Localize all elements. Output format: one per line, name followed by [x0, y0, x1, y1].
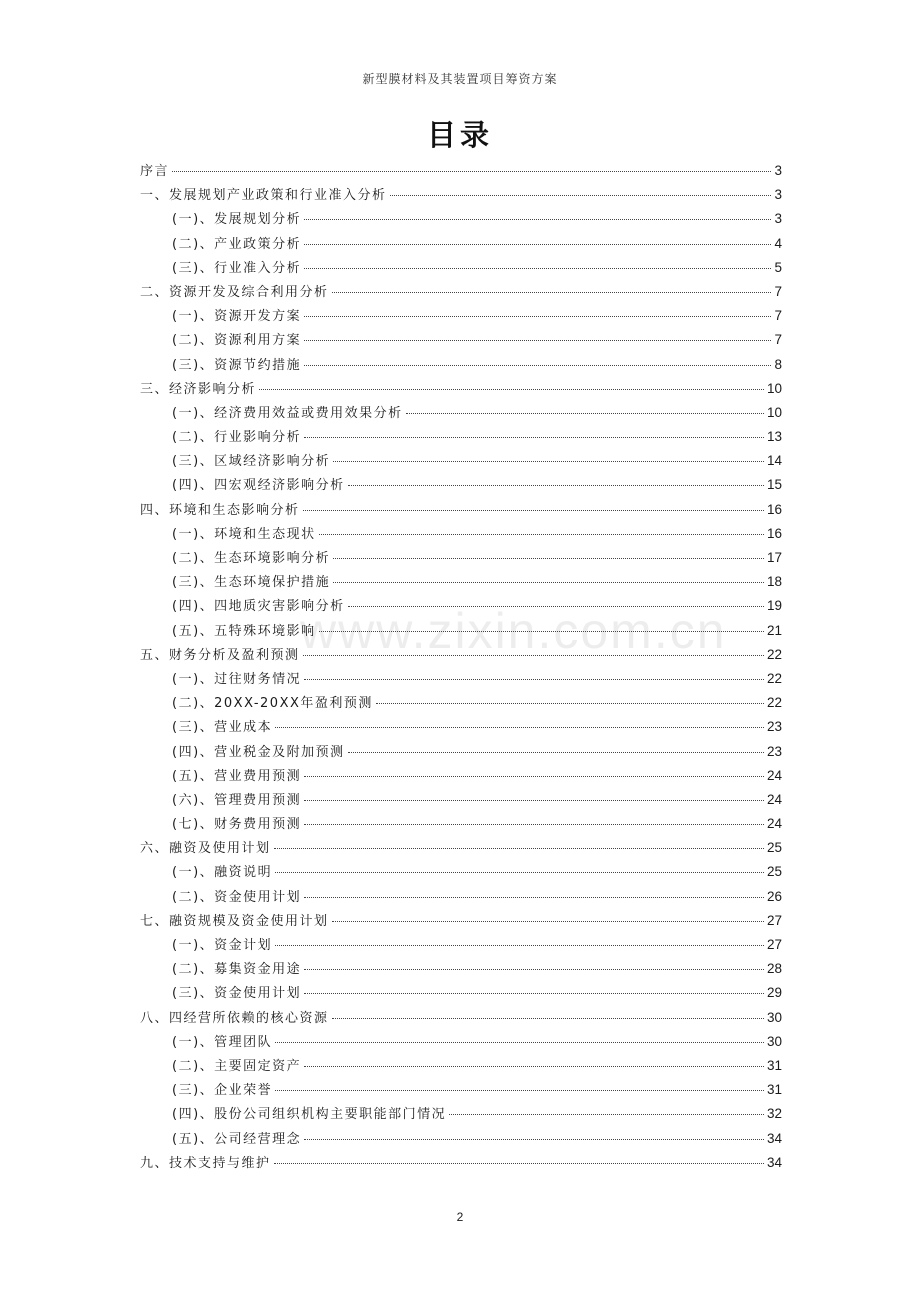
- toc-entry[interactable]: [140, 644, 782, 668]
- toc-entry[interactable]: [140, 1031, 782, 1055]
- toc-dot-leader: [333, 461, 764, 462]
- toc-dot-leader: [319, 631, 764, 632]
- toc-entry[interactable]: [140, 886, 782, 910]
- toc-entry-page: 27: [766, 912, 782, 928]
- toc-entry[interactable]: [140, 741, 782, 765]
- toc-entry[interactable]: [140, 765, 782, 789]
- toc-entry-label: (二)、资金使用计划: [172, 889, 302, 905]
- toc-entry[interactable]: [140, 692, 782, 716]
- toc-entry-page: 34: [766, 1130, 782, 1146]
- toc-entry[interactable]: [140, 1007, 782, 1031]
- toc-entry[interactable]: [140, 523, 782, 547]
- toc-entry[interactable]: [140, 257, 782, 281]
- toc-entry[interactable]: [140, 958, 782, 982]
- toc-dot-leader: [304, 316, 771, 317]
- toc-entry-page: 32: [766, 1106, 782, 1122]
- toc-dot-leader: [275, 872, 764, 873]
- toc-entry[interactable]: [140, 620, 782, 644]
- toc-entry-page: 8: [774, 356, 782, 372]
- toc-entry-label: (二)、主要固定资产: [172, 1058, 302, 1074]
- toc-entry[interactable]: [140, 910, 782, 934]
- toc-dot-leader: [304, 993, 764, 994]
- toc-entry[interactable]: [140, 426, 782, 450]
- toc-dot-leader: [303, 510, 764, 511]
- toc-entry-page: 26: [766, 888, 782, 904]
- toc-dot-leader: [304, 824, 764, 825]
- toc-entry[interactable]: [140, 595, 782, 619]
- toc-entry[interactable]: [140, 208, 782, 232]
- toc-dot-leader: [390, 195, 772, 196]
- toc-entry[interactable]: [140, 450, 782, 474]
- toc-entry-label: 七、融资规模及资金使用计划: [140, 913, 329, 929]
- toc-entry-page: 7: [774, 308, 782, 324]
- toc-dot-leader: [332, 1018, 764, 1019]
- toc-entry-page: 27: [766, 937, 782, 952]
- toc-entry-page: 7: [774, 283, 782, 299]
- toc-entry[interactable]: [140, 499, 782, 523]
- toc-dot-leader: [259, 389, 764, 390]
- toc-entry[interactable]: [140, 837, 782, 861]
- toc-entry[interactable]: [140, 1079, 782, 1103]
- toc-dot-leader: [304, 437, 764, 438]
- toc-entry-label: (七)、财务费用预测: [172, 817, 302, 833]
- toc-entry-page: 25: [766, 840, 782, 856]
- toc-dot-leader: [348, 752, 764, 753]
- toc-entry-label: 五、财务分析及盈利预测: [140, 647, 300, 663]
- toc-entry-label: (二)、20XX-20XX年盈利预测: [172, 696, 373, 712]
- toc-entry[interactable]: [140, 716, 782, 740]
- toc-entry-page: 31: [766, 1082, 782, 1098]
- toc-entry-page: 4: [774, 235, 782, 251]
- toc-dot-leader: [304, 897, 764, 898]
- toc-entry-page: 23: [766, 719, 782, 735]
- toc-entry-page: 13: [766, 429, 782, 445]
- toc-entry-page: 10: [766, 380, 782, 396]
- toc-entry-page: 24: [766, 767, 782, 783]
- toc-entry-label: (四)、股份公司组织机构主要职能部门情况: [172, 1107, 447, 1123]
- toc-entry[interactable]: [140, 305, 782, 329]
- toc-entry-page: 14: [766, 453, 782, 469]
- toc-entry-label: 四、环境和生态影响分析: [140, 502, 300, 518]
- toc-entry-label: (三)、区域经济影响分析: [172, 454, 331, 470]
- toc-entry-label: (一)、经济费用效益或费用效果分析: [172, 405, 403, 421]
- toc-entry-label: (五)、公司经营理念: [172, 1131, 302, 1147]
- toc-dot-leader: [304, 679, 764, 680]
- toc-entry-label: (三)、营业成本: [172, 720, 273, 736]
- toc-dot-leader: [332, 292, 772, 293]
- toc-dot-leader: [406, 413, 764, 414]
- toc-entry-page: 7: [774, 332, 782, 348]
- toc-dot-leader: [376, 703, 764, 704]
- toc-entry-label: 九、技术支持与维护: [140, 1155, 271, 1171]
- toc-entry-label: (一)、过往财务情况: [172, 671, 302, 687]
- toc-dot-leader: [172, 171, 771, 172]
- toc-entry-label: (一)、资金计划: [172, 938, 273, 953]
- toc-entry-page: 29: [766, 985, 782, 1001]
- toc-entry-label: (五)、五特殊环境影响: [172, 623, 316, 639]
- toc-entry[interactable]: [140, 329, 782, 353]
- toc-dot-leader: [274, 1163, 764, 1164]
- toc-entry-page: 3: [774, 211, 782, 227]
- toc-entry-label: (六)、管理费用预测: [172, 792, 302, 808]
- toc-entry[interactable]: [140, 934, 782, 958]
- toc-entry-page: 23: [766, 743, 782, 759]
- toc-entry-label: (二)、生态环境影响分析: [172, 551, 331, 566]
- toc-dot-leader: [304, 1139, 764, 1140]
- toc-dot-leader: [332, 921, 764, 922]
- toc-entry[interactable]: [140, 1128, 782, 1152]
- toc-entry-label: (一)、管理团队: [172, 1034, 273, 1050]
- toc-entry-page: 15: [766, 477, 782, 493]
- toc-entry-label: (五)、营业费用预测: [172, 768, 302, 784]
- toc-entry[interactable]: [140, 160, 782, 184]
- toc-entry-page: 19: [766, 598, 782, 614]
- toc-entry-label: (三)、生态环境保护措施: [172, 575, 331, 591]
- table-of-contents: [140, 160, 782, 1176]
- page-header: 新型膜材料及其装置项目筹资方案: [362, 72, 558, 86]
- toc-entry[interactable]: [140, 571, 782, 595]
- toc-entry[interactable]: [140, 547, 782, 571]
- toc-entry-page: 5: [774, 259, 782, 275]
- toc-dot-leader: [275, 1042, 764, 1043]
- toc-entry[interactable]: [140, 982, 782, 1006]
- toc-entry-page: 22: [766, 670, 782, 686]
- toc-dot-leader: [304, 969, 764, 970]
- toc-entry-page: 21: [766, 622, 782, 638]
- toc-entry-page: 10: [766, 404, 782, 420]
- toc-entry-page: 24: [766, 816, 782, 832]
- toc-entry-label: (二)、资源利用方案: [172, 333, 302, 349]
- toc-entry-label: (一)、资源开发方案: [172, 309, 302, 325]
- toc-entry-page: 28: [766, 961, 782, 977]
- toc-dot-leader: [275, 945, 764, 946]
- toc-entry-page: 30: [766, 1009, 782, 1025]
- toc-entry-label: (一)、环境和生态现状: [172, 526, 316, 542]
- toc-dot-leader: [304, 219, 771, 220]
- toc-dot-leader: [275, 1090, 764, 1091]
- toc-dot-leader: [304, 340, 771, 341]
- toc-entry-label: (三)、资源节约措施: [172, 357, 302, 373]
- toc-entry-page: 17: [766, 550, 782, 565]
- toc-entry-page: 16: [766, 501, 782, 517]
- toc-entry-label: (二)、募集资金用途: [172, 962, 302, 978]
- toc-entry-label: 六、融资及使用计划: [140, 841, 271, 857]
- toc-entry-label: (四)、四地质灾害影响分析: [172, 599, 345, 615]
- toc-dot-leader: [348, 606, 764, 607]
- toc-entry-label: (二)、行业影响分析: [172, 430, 302, 446]
- toc-entry-page: 3: [774, 187, 782, 203]
- toc-entry[interactable]: [140, 184, 782, 208]
- toc-entry-page: 22: [766, 646, 782, 662]
- page-number: 2: [456, 1210, 464, 1224]
- toc-entry[interactable]: [140, 1152, 782, 1176]
- toc-entry[interactable]: [140, 233, 782, 257]
- toc-entry[interactable]: [140, 378, 782, 402]
- toc-entry-label: 二、资源开发及综合利用分析: [140, 284, 329, 300]
- toc-entry-label: (四)、营业税金及附加预测: [172, 744, 345, 760]
- toc-dot-leader: [304, 244, 771, 245]
- toc-dot-leader: [304, 365, 771, 366]
- toc-entry-label: 序言: [140, 164, 170, 179]
- toc-dot-leader: [348, 485, 764, 486]
- toc-entry-label: (三)、企业荣誉: [172, 1083, 273, 1099]
- toc-entry-page: 18: [766, 574, 782, 590]
- toc-entry-page: 22: [766, 695, 782, 711]
- toc-dot-leader: [275, 727, 764, 728]
- toc-entry[interactable]: [140, 668, 782, 692]
- page-title: 目录: [426, 118, 493, 152]
- toc-entry-label: 一、发展规划产业政策和行业准入分析: [140, 188, 387, 204]
- toc-entry[interactable]: [140, 861, 782, 885]
- toc-entry-page: 25: [766, 864, 782, 880]
- toc-dot-leader: [303, 655, 764, 656]
- toc-entry-page: 34: [766, 1154, 782, 1170]
- toc-entry[interactable]: [140, 789, 782, 813]
- toc-dot-leader: [304, 268, 771, 269]
- toc-dot-leader: [274, 848, 764, 849]
- toc-entry-page: 24: [766, 791, 782, 807]
- toc-entry[interactable]: [140, 402, 782, 426]
- toc-entry-page: 30: [766, 1033, 782, 1049]
- toc-dot-leader: [449, 1114, 764, 1115]
- toc-dot-leader: [304, 800, 764, 801]
- toc-dot-leader: [319, 534, 764, 535]
- toc-entry-page: 31: [766, 1057, 782, 1073]
- toc-dot-leader: [333, 582, 764, 583]
- toc-entry-label: (三)、行业准入分析: [172, 260, 302, 276]
- toc-entry[interactable]: [140, 474, 782, 498]
- toc-dot-leader: [304, 776, 764, 777]
- toc-dot-leader: [304, 1066, 764, 1067]
- toc-dot-leader: [333, 558, 764, 559]
- toc-entry[interactable]: [140, 354, 782, 378]
- toc-entry-label: (一)、融资说明: [172, 865, 273, 881]
- watermark: www.zixin.com.cn: [300, 603, 727, 659]
- toc-entry-label: (四)、四宏观经济影响分析: [172, 478, 345, 494]
- toc-entry[interactable]: [140, 281, 782, 305]
- toc-entry-page: 16: [766, 525, 782, 541]
- toc-entry[interactable]: [140, 1055, 782, 1079]
- toc-entry[interactable]: [140, 813, 782, 837]
- toc-entry-label: (一)、发展规划分析: [172, 212, 302, 228]
- toc-entry-label: (二)、产业政策分析: [172, 236, 302, 252]
- toc-entry[interactable]: [140, 1103, 782, 1127]
- toc-entry-label: 三、经济影响分析: [140, 381, 257, 397]
- toc-entry-label: (三)、资金使用计划: [172, 986, 302, 1002]
- toc-entry-label: 八、四经营所依赖的核心资源: [140, 1010, 329, 1026]
- toc-entry-page: 3: [774, 163, 782, 178]
